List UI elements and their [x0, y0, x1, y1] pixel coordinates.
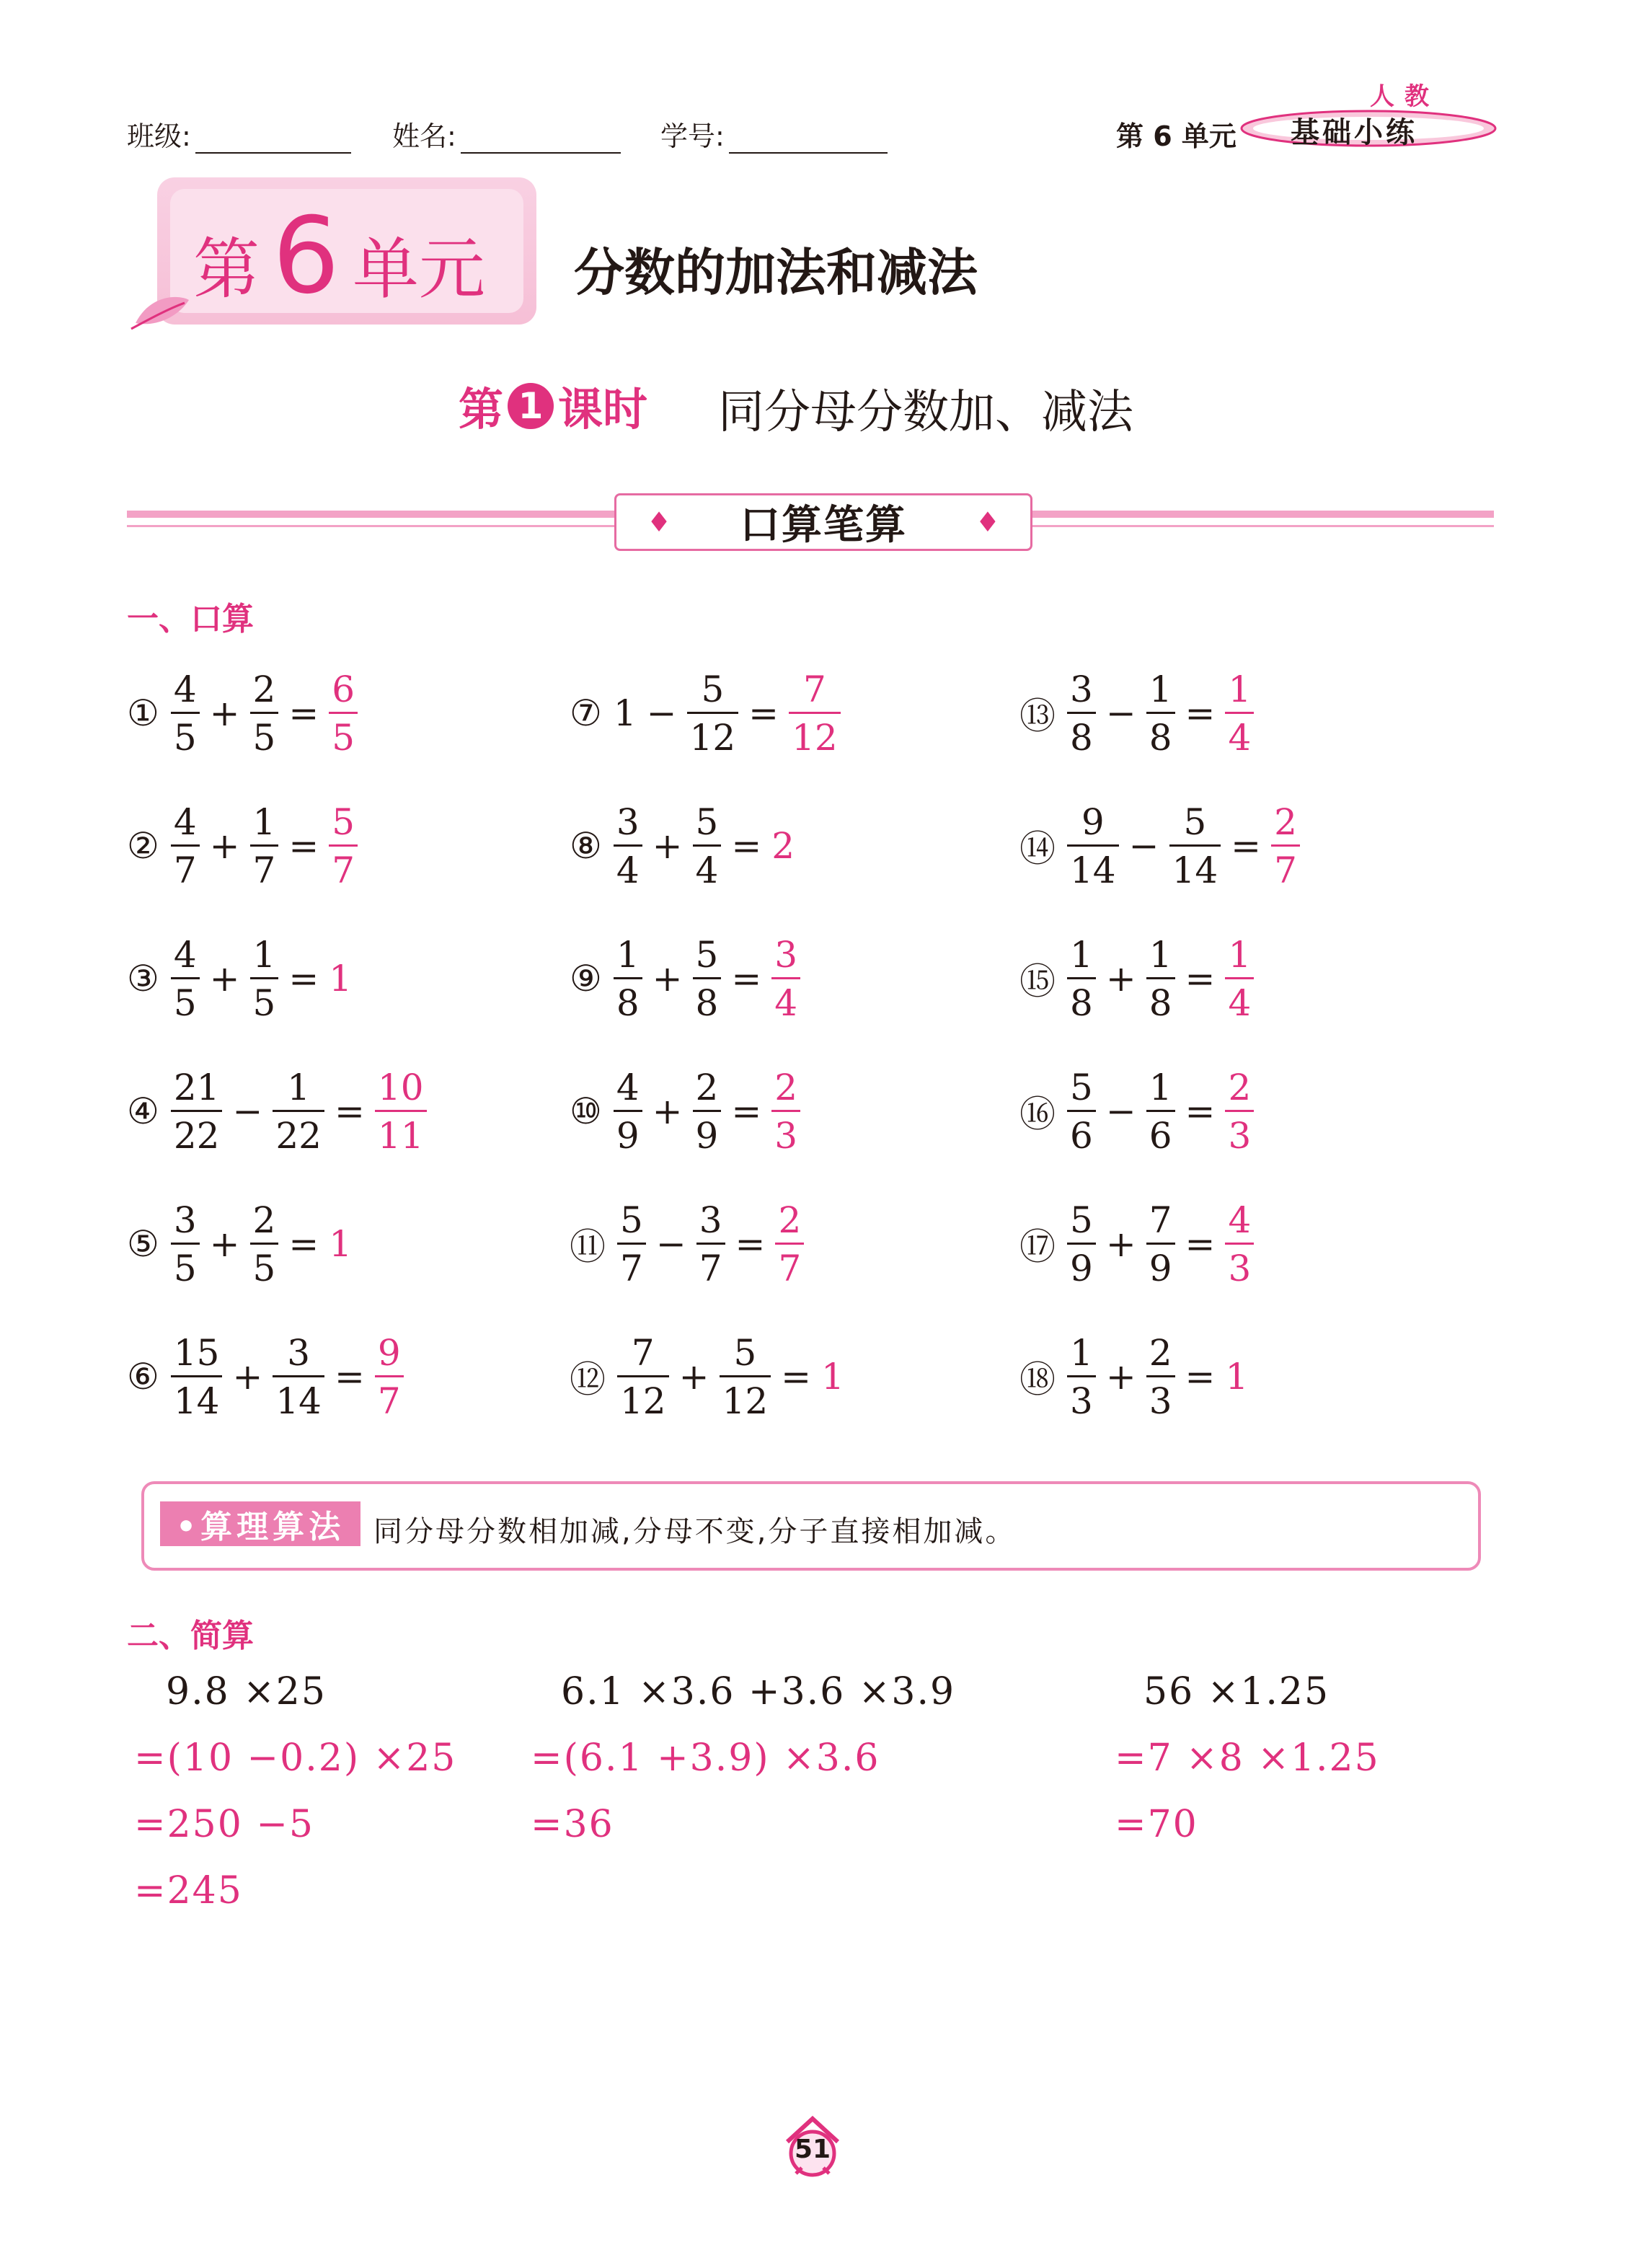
numerator: 7: [802, 668, 826, 710]
numerator: 1: [252, 933, 276, 976]
answer-fraction: [375, 1331, 404, 1422]
denominator: 9: [1149, 1247, 1172, 1289]
answer-fraction: [771, 1066, 800, 1157]
calc-step: =7 ×8 ×1.25: [1115, 1737, 1380, 1780]
operator: −: [646, 692, 677, 734]
denominator: 5: [173, 981, 197, 1024]
numerator: 21: [173, 1066, 220, 1108]
unit-title: 分数的加法和减法: [574, 243, 978, 302]
denominator: 12: [792, 716, 838, 759]
problem-item: [570, 1330, 847, 1424]
answer-fraction: [1225, 933, 1254, 1024]
answer-value: 1: [821, 1356, 844, 1398]
lesson-prefix: 第: [459, 383, 504, 436]
equals-sign: =: [1185, 1223, 1216, 1265]
class-label: 班级:: [127, 120, 191, 152]
operator: +: [652, 825, 683, 867]
problem-item: [1019, 1197, 1257, 1291]
problem-item: [1019, 1064, 1257, 1158]
problem-number: ⑱: [1019, 1359, 1056, 1400]
denominator: 9: [616, 1114, 640, 1157]
fraction: [250, 800, 279, 891]
tip-tag: •算理算法: [160, 1501, 360, 1546]
numerator: 6: [332, 668, 355, 710]
denominator: 7: [173, 849, 197, 891]
problem-number: ⑫: [570, 1359, 606, 1400]
numerator: 5: [620, 1199, 643, 1241]
problem-number: ⑤: [127, 1223, 159, 1265]
numerator: 9: [377, 1331, 401, 1374]
answer-value: 1: [329, 958, 353, 1000]
series-publisher: 人教: [1370, 82, 1439, 111]
fraction: [171, 1066, 223, 1157]
diamond-icon: ♦: [647, 506, 672, 538]
problem-item: [570, 1064, 803, 1158]
id-field: [660, 114, 888, 154]
unit-tag: 第 6 单元: [1116, 120, 1237, 152]
denominator: 9: [1070, 1247, 1093, 1289]
numerator: 1: [1149, 1066, 1172, 1108]
denominator: 3: [1228, 1114, 1252, 1157]
answer-value: 2: [771, 825, 795, 867]
numerator: 7: [1149, 1199, 1172, 1241]
problem-number: ⑩: [570, 1090, 602, 1132]
problem-item: [127, 1064, 430, 1158]
answer-fraction: [1271, 800, 1300, 891]
lesson-number: 1: [508, 383, 554, 429]
denominator: 22: [173, 1114, 220, 1157]
equals-sign: =: [731, 825, 762, 867]
fraction: [614, 800, 642, 891]
tip-text: 同分母分数相加减,分母不变,分子直接相加减。: [373, 1515, 1017, 1548]
numerator: 2: [1149, 1331, 1172, 1374]
answer-fraction: [329, 800, 358, 891]
operator: +: [1105, 1356, 1136, 1398]
numerator: 4: [173, 668, 197, 710]
calc-question: 56 ×1.25: [1143, 1670, 1330, 1713]
denominator: 12: [620, 1380, 666, 1422]
denominator: 7: [252, 849, 276, 891]
denominator: 3: [1149, 1380, 1172, 1422]
fraction: [696, 1199, 725, 1289]
part2-title: 二、简算: [127, 1618, 254, 1654]
fraction: [250, 668, 279, 759]
answer-fraction: [1225, 1066, 1254, 1157]
name-field: [392, 114, 621, 154]
numerator: 1: [1070, 933, 1093, 976]
id-blank[interactable]: [729, 125, 888, 154]
lesson-heading: [459, 374, 647, 438]
operator: +: [652, 958, 683, 1000]
denominator: 7: [620, 1247, 643, 1289]
numerator: 5: [695, 800, 719, 843]
fraction: [1067, 933, 1096, 1024]
denominator: 4: [695, 849, 719, 891]
fraction: [1067, 1066, 1096, 1157]
denominator: 3: [1070, 1380, 1093, 1422]
fraction: [1067, 800, 1119, 891]
equals-sign: =: [748, 692, 779, 734]
denominator: 5: [252, 716, 276, 759]
equals-sign: =: [1185, 692, 1216, 734]
answer-fraction: [789, 668, 841, 759]
fraction: [171, 933, 200, 1024]
numerator: 4: [1228, 1199, 1252, 1241]
problem-number: ②: [127, 825, 159, 867]
calc-step: =(6.1 +3.9) ×3.6: [531, 1737, 880, 1780]
answer-fraction: [775, 1199, 804, 1289]
fraction: [693, 800, 722, 891]
numerator: 3: [616, 800, 640, 843]
denominator: 4: [1228, 716, 1252, 759]
denominator: 8: [1070, 716, 1093, 759]
operator: +: [209, 1223, 240, 1265]
equals-sign: =: [781, 1356, 812, 1398]
equals-sign: =: [334, 1090, 365, 1132]
denominator: 8: [1149, 981, 1172, 1024]
answer-fraction: [1225, 1199, 1254, 1289]
fraction: [250, 1199, 279, 1289]
operator: −: [1105, 692, 1136, 734]
denominator: 7: [332, 849, 355, 891]
denominator: 4: [1228, 981, 1252, 1024]
calc-column: [1115, 1659, 1380, 1858]
denominator: 6: [1149, 1114, 1172, 1157]
fraction: [273, 1066, 324, 1157]
numerator: 1: [287, 1066, 311, 1108]
calc-question: 6.1 ×3.6 +3.6 ×3.9: [561, 1670, 956, 1713]
denominator: 14: [173, 1380, 220, 1422]
unit-number: 6: [273, 195, 340, 317]
fraction: [720, 1331, 771, 1422]
fraction: [273, 1331, 324, 1422]
numerator: 3: [774, 933, 798, 976]
problem-item: [1019, 1330, 1251, 1424]
problem-item: [127, 1330, 407, 1424]
answer-fraction: [771, 933, 800, 1024]
numerator: 2: [252, 1199, 276, 1241]
operator: −: [1128, 825, 1159, 867]
denominator: 5: [332, 716, 355, 759]
equals-sign: =: [288, 692, 319, 734]
denominator: 8: [1149, 716, 1172, 759]
problem-item: [127, 1197, 355, 1291]
denominator: 8: [616, 981, 640, 1024]
problem-item: [1019, 666, 1257, 760]
problem-number: ⑭: [1019, 828, 1056, 870]
problem-item: [570, 1197, 807, 1291]
operator: −: [1105, 1090, 1136, 1132]
operator: +: [209, 825, 240, 867]
denominator: 8: [1070, 981, 1093, 1024]
fraction: [1146, 1331, 1175, 1422]
equals-sign: =: [288, 1223, 319, 1265]
operator: −: [655, 1223, 686, 1265]
problem-item: [127, 799, 360, 893]
numerator: 3: [287, 1331, 311, 1374]
denominator: 22: [275, 1114, 322, 1157]
problem-item: [1019, 932, 1257, 1025]
denominator: 3: [1228, 1247, 1252, 1289]
numerator: 2: [695, 1066, 719, 1108]
numerator: 4: [616, 1066, 640, 1108]
numerator: 2: [252, 668, 276, 710]
denominator: 4: [774, 981, 798, 1024]
problem-number: ④: [127, 1090, 159, 1132]
numerator: 5: [701, 668, 725, 710]
answer-fraction: [329, 668, 358, 759]
denominator: 5: [252, 1247, 276, 1289]
numerator: 1: [616, 933, 640, 976]
denominator: 14: [275, 1380, 322, 1422]
numerator: 5: [1070, 1066, 1093, 1108]
denominator: 12: [722, 1380, 769, 1422]
denominator: 7: [377, 1380, 401, 1422]
problem-item: [570, 799, 797, 893]
fraction: [1169, 800, 1221, 891]
numerator: 3: [173, 1199, 197, 1241]
operator: +: [209, 692, 240, 734]
problem-number: ⑥: [127, 1356, 159, 1398]
equals-sign: =: [334, 1356, 365, 1398]
numerator: 2: [774, 1066, 798, 1108]
calc-step: =250 −5: [134, 1803, 315, 1846]
denominator: 7: [1274, 849, 1297, 891]
calc-column: [531, 1659, 955, 1858]
equals-sign: =: [735, 1223, 766, 1265]
problem-number: ⑰: [1019, 1226, 1056, 1268]
unit-heading: [193, 195, 485, 317]
fraction: [171, 668, 200, 759]
numerator: 15: [173, 1331, 220, 1374]
problem-item: [570, 666, 844, 760]
answer-value: 1: [1225, 1356, 1249, 1398]
unit-prefix: 第: [193, 231, 260, 308]
denominator: 5: [173, 1247, 197, 1289]
operator: +: [232, 1356, 263, 1398]
answer-value: 1: [329, 1223, 353, 1265]
fraction: [1146, 1066, 1175, 1157]
calc-step: =36: [531, 1803, 614, 1846]
fraction: [617, 1199, 646, 1289]
operator: +: [1105, 1223, 1136, 1265]
calc-step: =(10 −0.2) ×25: [134, 1737, 457, 1780]
equals-sign: =: [288, 825, 319, 867]
denominator: 8: [695, 981, 719, 1024]
fraction: [617, 1331, 669, 1422]
section-label: 口算笔算: [740, 502, 907, 549]
fraction: [1146, 1199, 1175, 1289]
numerator: 5: [695, 933, 719, 976]
fraction: [693, 1066, 722, 1157]
fraction: [250, 933, 279, 1024]
problem-number: ⑨: [570, 958, 602, 1000]
numerator: 1: [1149, 668, 1172, 710]
equals-sign: =: [1185, 1090, 1216, 1132]
equals-sign: =: [1185, 1356, 1216, 1398]
calc-column: [134, 1659, 456, 1924]
fraction: [1067, 1199, 1096, 1289]
operator: +: [652, 1090, 683, 1132]
denominator: 11: [377, 1114, 424, 1157]
problem-number: ⑯: [1019, 1093, 1056, 1135]
problem-number: ⑬: [1019, 695, 1056, 737]
denominator: 4: [616, 849, 640, 891]
denominator: 14: [1070, 849, 1116, 891]
numerator: 1: [1228, 668, 1252, 710]
problem-item: [127, 666, 360, 760]
numerator: 4: [173, 933, 197, 976]
calc-question: 9.8 ×25: [166, 1670, 327, 1713]
numerator: 2: [1274, 800, 1297, 843]
whole-number: 1: [613, 692, 637, 734]
operator: +: [209, 958, 240, 1000]
equals-sign: =: [288, 958, 319, 1000]
numerator: 7: [631, 1331, 655, 1374]
numerator: 3: [1070, 668, 1093, 710]
operator: −: [232, 1090, 263, 1132]
calc-step: =70: [1115, 1803, 1198, 1846]
fraction: [1146, 933, 1175, 1024]
operator: +: [1105, 958, 1136, 1000]
denominator: 12: [689, 716, 736, 759]
numerator: 1: [1070, 1331, 1093, 1374]
answer-fraction: [1225, 668, 1254, 759]
numerator: 5: [733, 1331, 757, 1374]
numerator: 1: [252, 800, 276, 843]
denominator: 14: [1172, 849, 1218, 891]
lesson-title: 同分母分数加、减法: [718, 386, 1133, 439]
part1-title: 一、口算: [127, 601, 254, 637]
equals-sign: =: [1231, 825, 1262, 867]
fraction: [171, 1331, 223, 1422]
class-field: [127, 114, 351, 154]
fraction: [614, 1066, 642, 1157]
numerator: 9: [1081, 800, 1105, 843]
name-blank[interactable]: [461, 125, 621, 154]
answer-fraction: [375, 1066, 427, 1157]
fraction: [1146, 668, 1175, 759]
equals-sign: =: [731, 1090, 762, 1132]
problem-number: ⑪: [570, 1226, 606, 1268]
denominator: 6: [1070, 1114, 1093, 1157]
equals-sign: =: [731, 958, 762, 1000]
denominator: 5: [252, 981, 276, 1024]
denominator: 9: [695, 1114, 719, 1157]
problem-item: [1019, 799, 1303, 893]
denominator: 7: [778, 1247, 802, 1289]
fraction: [1067, 668, 1096, 759]
numerator: 3: [699, 1199, 722, 1241]
problem-number: ⑧: [570, 825, 602, 867]
numerator: 2: [778, 1199, 802, 1241]
denominator: 5: [173, 716, 197, 759]
series-name: 基础小练: [1291, 116, 1417, 149]
denominator: 3: [774, 1114, 798, 1157]
id-label: 学号:: [660, 120, 725, 152]
name-label: 姓名:: [392, 120, 456, 152]
numerator: 4: [173, 800, 197, 843]
problem-number: ⑮: [1019, 961, 1056, 1002]
problem-item: [570, 932, 803, 1025]
unit-suffix: 单元: [352, 231, 485, 308]
numerator: 5: [332, 800, 355, 843]
leaf-icon: [128, 287, 193, 330]
problem-number: ③: [127, 958, 159, 1000]
numerator: 5: [1183, 800, 1207, 843]
numerator: 5: [1070, 1199, 1093, 1241]
page-number: 51: [794, 2135, 831, 2164]
fraction: [1067, 1331, 1096, 1422]
calc-step: =245: [134, 1869, 243, 1912]
fraction: [171, 800, 200, 891]
problem-item: [127, 932, 355, 1025]
fraction: [687, 668, 739, 759]
problem-number: ①: [127, 692, 159, 734]
numerator: 1: [1228, 933, 1252, 976]
problem-number: ⑦: [570, 692, 602, 734]
fraction: [171, 1199, 200, 1289]
lesson-suffix: 课时: [558, 383, 648, 436]
fraction: [614, 933, 642, 1024]
class-blank[interactable]: [195, 125, 351, 154]
denominator: 7: [699, 1247, 722, 1289]
numerator: 2: [1228, 1066, 1252, 1108]
diamond-icon: ♦: [975, 506, 1000, 538]
operator: +: [678, 1356, 709, 1398]
equals-sign: =: [1185, 958, 1216, 1000]
numerator: 10: [377, 1066, 424, 1108]
numerator: 1: [1149, 933, 1172, 976]
fraction: [693, 933, 722, 1024]
section-header: [614, 493, 1032, 551]
